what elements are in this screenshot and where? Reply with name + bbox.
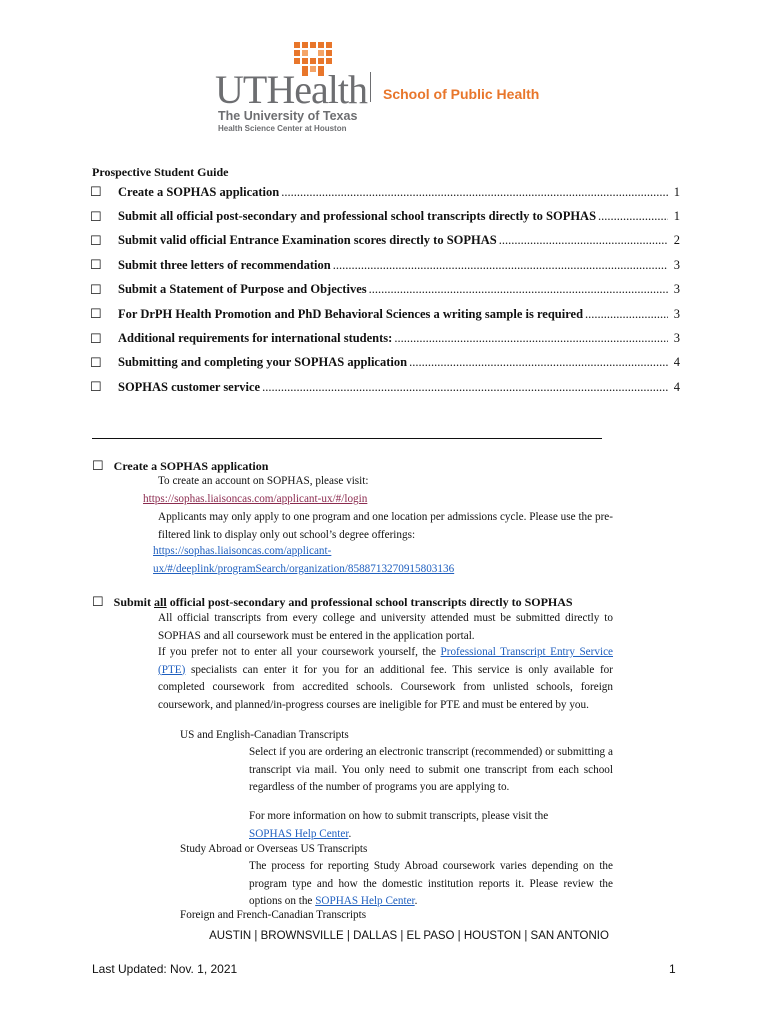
emphasis-all: all — [154, 594, 167, 609]
toc-leader — [499, 233, 668, 248]
toc-label[interactable]: For DrPH Health Promotion and PhD Behavioral Sciences a writing sample is required — [118, 306, 584, 321]
university-name: The University of Texas — [218, 109, 358, 123]
toc-label[interactable]: Submit three letters of recommendation — [118, 257, 331, 272]
checkbox-icon[interactable]: ☐ — [90, 354, 102, 370]
pte-link[interactable]: Professional Transcript Entry Service (PTE) — [158, 646, 614, 676]
toc-label[interactable]: SOPHAS customer service — [118, 379, 261, 394]
toc-label[interactable]: Submitting and completing your SOPHAS application — [118, 355, 408, 370]
footer-cities: AUSTIN | BROWNSVILLE | DALLAS | EL PASO | HOUSTON | SAN ANTONIO — [209, 930, 609, 942]
sophas-deeplink-line1[interactable]: https://sophas.liaisoncas.com/applicant- — [153, 545, 332, 557]
toc-label[interactable]: Additional requirements for international students: — [118, 331, 393, 346]
checkbox-icon[interactable]: ☐ — [92, 594, 104, 609]
toc-item-exam-scores[interactable] — [90, 229, 680, 253]
footer-last-updated: Last Updated: Nov. 1, 2021 — [92, 962, 238, 976]
toc-label[interactable]: Create a SOPHAS application — [118, 184, 280, 199]
sophas-deeplink[interactable] — [153, 543, 454, 578]
toc-leader — [281, 185, 668, 200]
checkbox-icon[interactable]: ☐ — [90, 184, 102, 200]
sophas-help-center-link[interactable]: SOPHAS Help Center — [249, 827, 349, 840]
toc-item-writing-sample[interactable] — [90, 302, 680, 326]
guide-title: Prospective Student Guide — [92, 165, 229, 179]
sophas-deeplink-line2[interactable]: ux/#/deeplink/programSearch/organization/8588713270915803136 — [153, 562, 455, 575]
toc-leader — [394, 331, 668, 346]
toc-leader — [369, 282, 668, 297]
checkbox-icon[interactable]: ☐ — [90, 379, 102, 395]
checkbox-icon[interactable]: ☐ — [92, 458, 104, 473]
section1-note: Applicants may only apply to one program and one location per admissions cycle. Please use the pre-filtered link to display only out school’s degree offerings: — [158, 511, 613, 541]
health-science-center-name: Health Science Center at Houston — [218, 124, 347, 133]
toc-page: 2 — [673, 233, 680, 248]
toc-leader — [333, 258, 668, 273]
toc-item-international[interactable] — [90, 326, 680, 350]
toc-leader — [409, 355, 668, 370]
logo-divider — [370, 72, 371, 102]
toc-leader — [585, 307, 668, 322]
toc-page: 1 — [673, 209, 680, 224]
checkbox-icon[interactable]: ☐ — [90, 208, 102, 224]
section-heading-text: Create a SOPHAS application — [113, 458, 269, 473]
checkbox-icon[interactable]: ☐ — [90, 306, 102, 322]
toc-leader — [598, 209, 668, 224]
section2-para2: If you prefer not to enter all your coursework yourself, the Professional Transcript Entry Service (PTE) specialists can enter it for you for an additional fee. This service is only available for completed coursework from accredited schools. Coursework from unlisted schools, foreign coursework, and planned/in-progress courses are ineligible for PTE and must be entered by you. — [158, 646, 614, 711]
toc-page: 3 — [673, 257, 680, 272]
toc-page: 3 — [673, 282, 680, 297]
toc-leader — [262, 380, 668, 395]
checkbox-icon[interactable]: ☐ — [90, 257, 102, 273]
foreign-transcripts-heading: Foreign and French-Canadian Transcripts — [180, 909, 367, 921]
toc-item-create-application[interactable] — [90, 180, 680, 204]
toc-label[interactable]: Submit valid official Entrance Examination scores directly to SOPHAS — [118, 233, 497, 248]
checkbox-icon[interactable]: ☐ — [90, 232, 102, 248]
toc-page: 4 — [673, 379, 680, 394]
toc-item-customer-service[interactable] — [90, 375, 680, 399]
us-transcripts-para: Select if you are ordering an electronic transcript (recommended) or submitting a transcript via mail. You only need to submit one transcript from each school regardless of the number of programs you are applying to. — [249, 746, 613, 793]
section1-intro: To create an account on SOPHAS, please visit: — [158, 475, 369, 487]
section-heading-create-application — [92, 458, 268, 474]
section-heading-text: Submit all official post-secondary and professional school transcripts directly to SOPHAS — [113, 594, 573, 609]
toc-label[interactable]: Submit all official post-secondary and professional school transcripts directly to SOPHAS — [118, 209, 597, 224]
horizontal-rule — [92, 438, 602, 439]
section-heading-transcripts — [92, 594, 573, 610]
sophas-help-center-link-2[interactable]: SOPHAS Help Center — [315, 895, 415, 907]
sophas-login-link-text[interactable]: https://sophas.liaisoncas.com/applicant-ux/#/login — [143, 493, 368, 505]
toc-item-statement-of-purpose[interactable] — [90, 278, 680, 302]
footer-page-number: 1 — [669, 962, 676, 976]
toc-page: 3 — [673, 306, 680, 321]
school-name: School of Public Health — [383, 86, 540, 102]
us-transcripts-more: For more information on how to submit transcripts, please visit the SOPHAS Help Center. — [249, 810, 549, 840]
section2-para1: All official transcripts from every college and university attended must be submitted directly to SOPHAS and all coursework must be entered in the application portal. — [158, 612, 613, 642]
toc-item-transcripts[interactable] — [90, 204, 680, 228]
study-abroad-heading: Study Abroad or Overseas US Transcripts — [180, 843, 368, 855]
study-abroad-para: The process for reporting Study Abroad coursework varies depending on the program type and how the domestic institution reports it. Please review the options on the SOPHAS Help Center. — [249, 860, 613, 907]
table-of-contents — [90, 180, 680, 400]
toc-page: 1 — [673, 184, 680, 199]
toc-item-recommendations[interactable] — [90, 253, 680, 277]
toc-page: 3 — [673, 331, 680, 346]
uthealth-wordmark: UTHealth — [215, 67, 367, 112]
toc-item-submitting[interactable] — [90, 351, 680, 375]
toc-page: 4 — [673, 355, 680, 370]
sophas-login-link[interactable] — [143, 491, 367, 509]
checkbox-icon[interactable]: ☐ — [90, 330, 102, 346]
checkbox-icon[interactable]: ☐ — [90, 281, 102, 297]
toc-label[interactable]: Submit a Statement of Purpose and Objectives — [118, 282, 367, 297]
us-transcripts-heading: US and English-Canadian Transcripts — [180, 729, 349, 741]
